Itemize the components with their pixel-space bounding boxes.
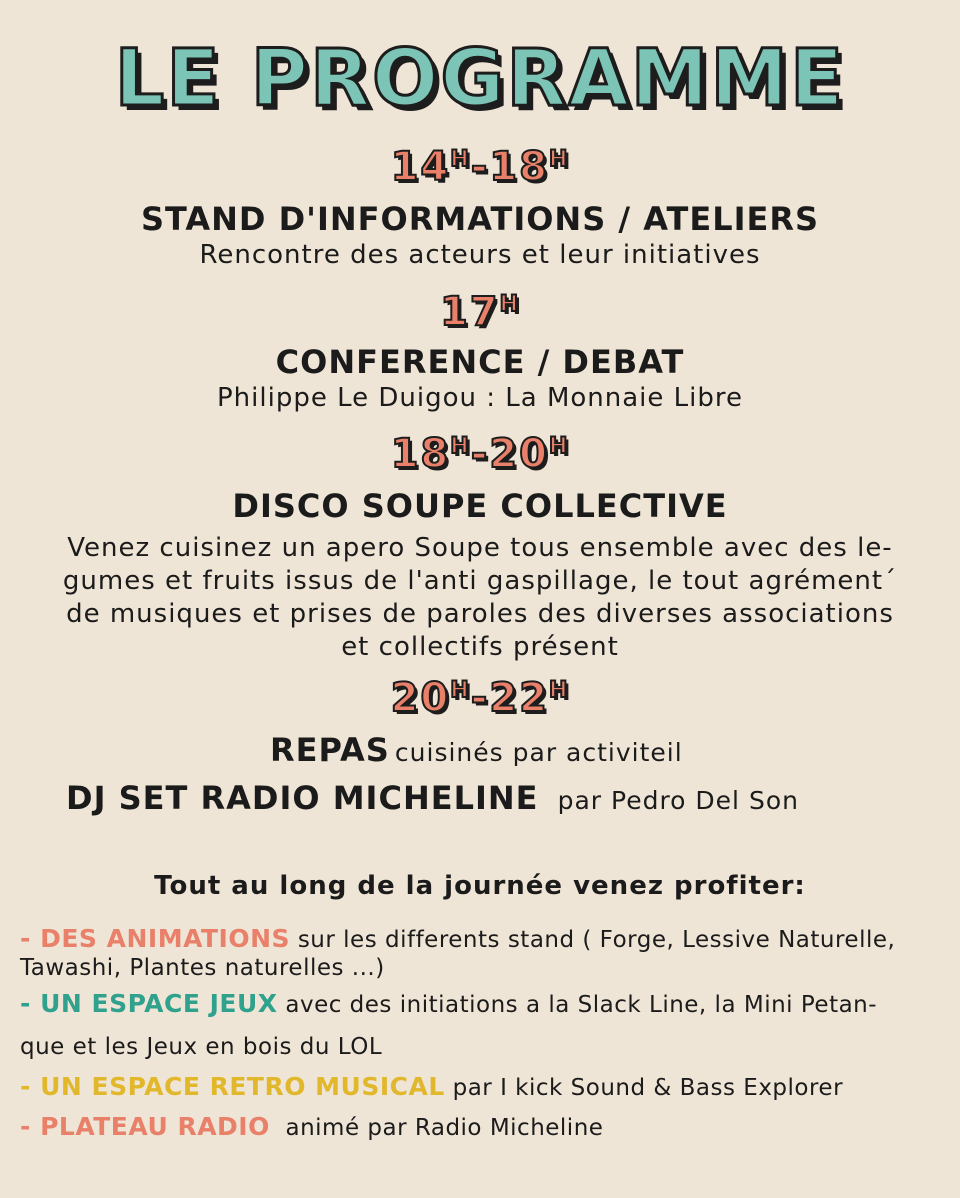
activity-text-cont: que et les Jeux en bois du LOL (20, 1034, 383, 1060)
time-unit: H (548, 147, 570, 172)
activity-lead: - PLATEAU RADIO (20, 1112, 270, 1141)
activity-text: par I kick Sound & Bass Explorer (444, 1075, 844, 1101)
time-slot-20-22 (0, 675, 960, 721)
time-unit: H (450, 147, 471, 172)
description-line: Venez cuisinez un apero Soupe tous ensemble avec des le- (67, 533, 893, 563)
repas-line (270, 731, 683, 769)
time-separator: - (470, 431, 490, 477)
time-slot-17 (0, 289, 960, 335)
activity-text: sur les differents stand ( Forge, Lessive Naturelle, (290, 927, 896, 953)
activity-text-cont: Tawashi, Plantes naturelles ...) (20, 955, 385, 981)
activity-item-plateau-radio (20, 1113, 940, 1142)
activity-text: avec des initiations a la Slack Line, la Mini Petan- (277, 992, 878, 1018)
time-unit: H (548, 678, 570, 703)
time-end: 18 (489, 144, 549, 190)
time-unit: H (450, 678, 471, 703)
time-slot-14-18 (0, 144, 960, 190)
time-start: 17 (439, 289, 500, 335)
description-line: gumes et fruits issus de l'anti gaspillage, le tout agrément´ (62, 566, 898, 596)
activity-item-retro-musical (20, 1073, 940, 1102)
section-description-conference: Philippe Le Duigou : La Monnaie Libre (216, 383, 743, 413)
activity-item-jeux-cont (20, 1033, 940, 1061)
activity-lead: - UN ESPACE JEUX (20, 989, 278, 1018)
activity-lead: - UN ESPACE RETRO MUSICAL (20, 1072, 445, 1101)
repas-description: cuisinés par activiteil (394, 738, 683, 767)
activity-text: animé par Radio Micheline (269, 1115, 604, 1141)
page-title: LE PROGRAMME (114, 34, 846, 124)
time-start: 20 (390, 675, 451, 721)
time-unit: H (499, 292, 521, 317)
section-description-disco-soupe (40, 532, 920, 664)
time-slot-18-20 (0, 431, 960, 477)
description-line: de musiques et prises de paroles des diverses associations (66, 599, 894, 629)
section-heading-disco-soupe: DISCO SOUPE COLLECTIVE (232, 487, 728, 525)
repas-label: REPAS (270, 731, 390, 769)
time-start: 18 (390, 431, 451, 477)
activity-lead: - DES ANIMATIONS (20, 924, 291, 953)
day-intro: Tout au long de la journée venez profiter: (154, 871, 806, 901)
description-line: et collectifs présent (341, 632, 619, 662)
activity-item-jeux (20, 990, 940, 1019)
time-unit: H (548, 434, 570, 459)
time-separator: - (470, 675, 490, 721)
time-end: 20 (489, 431, 549, 477)
section-description-stand: Rencontre des acteurs et leur initiatives (199, 240, 761, 270)
section-heading-conference: CONFERENCE / DEBAT (275, 343, 685, 381)
section-heading-stand: STAND D'INFORMATIONS / ATELIERS (140, 200, 820, 238)
dj-set-label: DJ SET RADIO MICHELINE (66, 779, 539, 817)
dj-set-description: par Pedro Del Son (557, 786, 799, 815)
time-unit: H (450, 434, 471, 459)
time-separator: - (470, 144, 490, 190)
activity-item-animations (20, 925, 940, 982)
dj-set-line (66, 779, 799, 817)
time-end: 22 (489, 675, 549, 721)
time-start: 14 (390, 144, 451, 190)
